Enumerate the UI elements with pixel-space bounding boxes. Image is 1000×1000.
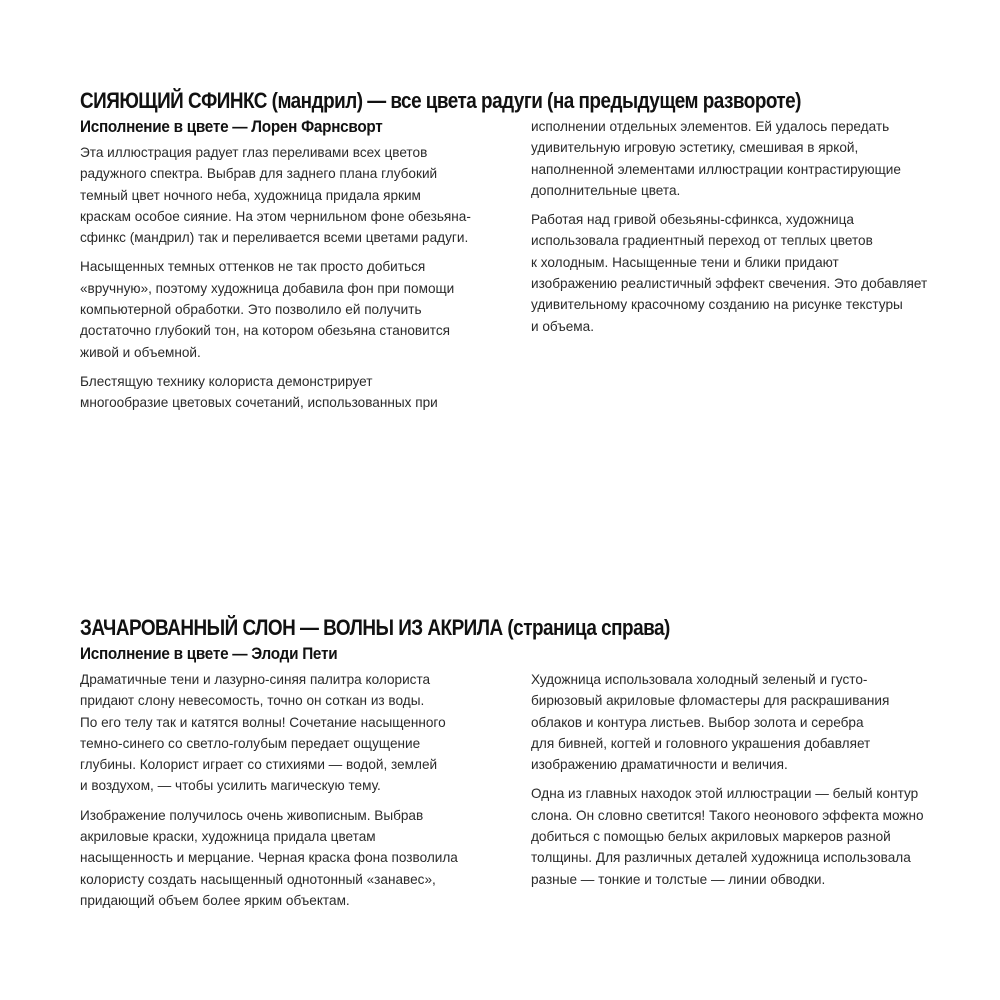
text-line: Изображение получилось очень живописным. Выбрав <box>80 807 424 823</box>
text-line: и объема. <box>530 318 594 334</box>
text-line: исполнении отдельных элементов. Ей удалось передать <box>530 119 890 134</box>
text-line: Одна из главных находок этой иллюстрации — белый контур <box>530 786 919 802</box>
text-line: По его телу так и катятся волны! Сочетание насыщенного <box>80 714 446 730</box>
article-title: СИЯЮЩИЙ СФИНКС (мандрил) — все цвета радуги (на предыдущем развороте) <box>80 88 801 113</box>
text-line: радужного спектра. Выбрав для заднего плана глубокий <box>80 166 438 182</box>
text-line: и воздухом, — чтобы усилить магическую тему. <box>80 778 381 794</box>
text-line: краскам особое сияние. На этом чернильном фоне обезьяна- <box>80 208 471 224</box>
text-line: глубины. Колорист играет со стихиями — водой, землей <box>80 757 438 773</box>
text-line: Эта иллюстрация радует глаз переливами всех цветов <box>80 145 428 160</box>
paragraph <box>80 669 529 797</box>
text-line: изображению драматичности и величия. <box>530 757 788 773</box>
text-line: живой и объемной. <box>80 344 201 360</box>
text-line: добиться с помощью белых акриловых маркеров разной <box>530 829 891 845</box>
text-line: изображению реалистичный эффект свечения. Это добавляет <box>530 276 928 292</box>
paragraph <box>80 256 529 362</box>
article-body-columns <box>80 669 960 919</box>
text-line: Драматичные тени и лазурно-синяя палитра колориста <box>80 672 431 687</box>
text-line: Работая над гривой обезьяны-сфинкса, художница <box>530 212 854 228</box>
text-line: придают слону невесомость, точно он соткан из воды. <box>80 693 425 709</box>
paragraph <box>531 669 960 775</box>
text-line: Художница использовала холодный зеленый и густо- <box>530 672 868 687</box>
text-line: достаточно глубокий тон, на котором обезьяна становится <box>80 323 450 339</box>
article-shining-sphinx <box>80 88 960 422</box>
text-line: «вручную», поэтому художница добавила фон при помощи <box>80 280 455 296</box>
text-line: многообразие цветовых сочетаний, использованных при <box>80 395 438 411</box>
article-subtitle-colorist: Исполнение в цвете — Лорен Фарнсворт <box>80 117 383 136</box>
article-title: ЗАЧАРОВАННЫЙ СЛОН — ВОЛНЫ ИЗ АКРИЛА (страница справа) <box>80 615 670 640</box>
text-line: темно-синего со светло-голубым передает ощущение <box>80 735 421 751</box>
text-line: колористу создать насыщенный однотонный «занавес», <box>80 871 436 887</box>
paragraph <box>80 805 529 911</box>
left-text-column <box>80 142 529 422</box>
text-line: удивительному красочному созданию на рисунке текстуры <box>530 297 903 313</box>
paragraph <box>531 209 960 337</box>
text-line: слона. Он словно светится! Такого неонового эффекта можно <box>530 807 924 823</box>
text-line: Блестящую технику колориста демонстрирует <box>80 373 373 389</box>
text-line: Насыщенных темных оттенков не так просто добиться <box>80 259 426 275</box>
article-enchanted-elephant <box>80 615 960 919</box>
text-line: акриловые краски, художница придала цветам <box>80 829 376 845</box>
text-line: темный цвет ночного неба, художница придала ярким <box>80 187 421 203</box>
text-line: компьютерной обработки. Это позволило ей получить <box>80 302 422 318</box>
text-line: для бивней, когтей и головного украшения добавляет <box>530 735 871 751</box>
text-line: толщины. Для различных деталей художница использовала <box>530 850 911 866</box>
paragraph <box>80 371 529 414</box>
paragraph <box>80 142 529 248</box>
text-line: разные — тонкие и толстые — линии обводки. <box>530 871 826 887</box>
text-line: к холодным. Насыщенные тени и блики придают <box>530 254 839 270</box>
text-line: использовала градиентный переход от теплых цветов <box>530 233 873 249</box>
text-line: насыщенность и мерцание. Черная краска фона позволила <box>80 850 458 866</box>
text-line: облаков и контура листьев. Выбор золота и серебра <box>530 714 864 730</box>
text-line: наполненной элементами иллюстрации контрастирующие <box>530 161 901 177</box>
article-subtitle-colorist: Исполнение в цвете — Элоди Пети <box>80 644 338 663</box>
paragraph <box>531 783 960 889</box>
left-text-column <box>80 669 529 919</box>
text-line: сфинкс (мандрил) так и переливается всеми цветами радуги. <box>80 230 469 246</box>
right-text-column <box>531 669 960 919</box>
text-line: удивительную игровую эстетику, смешивая в яркой, <box>530 140 859 156</box>
text-line: придающий объем более ярким объектам. <box>80 892 350 908</box>
text-line: дополнительные цвета. <box>530 182 681 198</box>
text-line: бирюзовый акриловые фломастеры для раскрашивания <box>530 693 890 709</box>
right-text-column <box>531 116 960 422</box>
